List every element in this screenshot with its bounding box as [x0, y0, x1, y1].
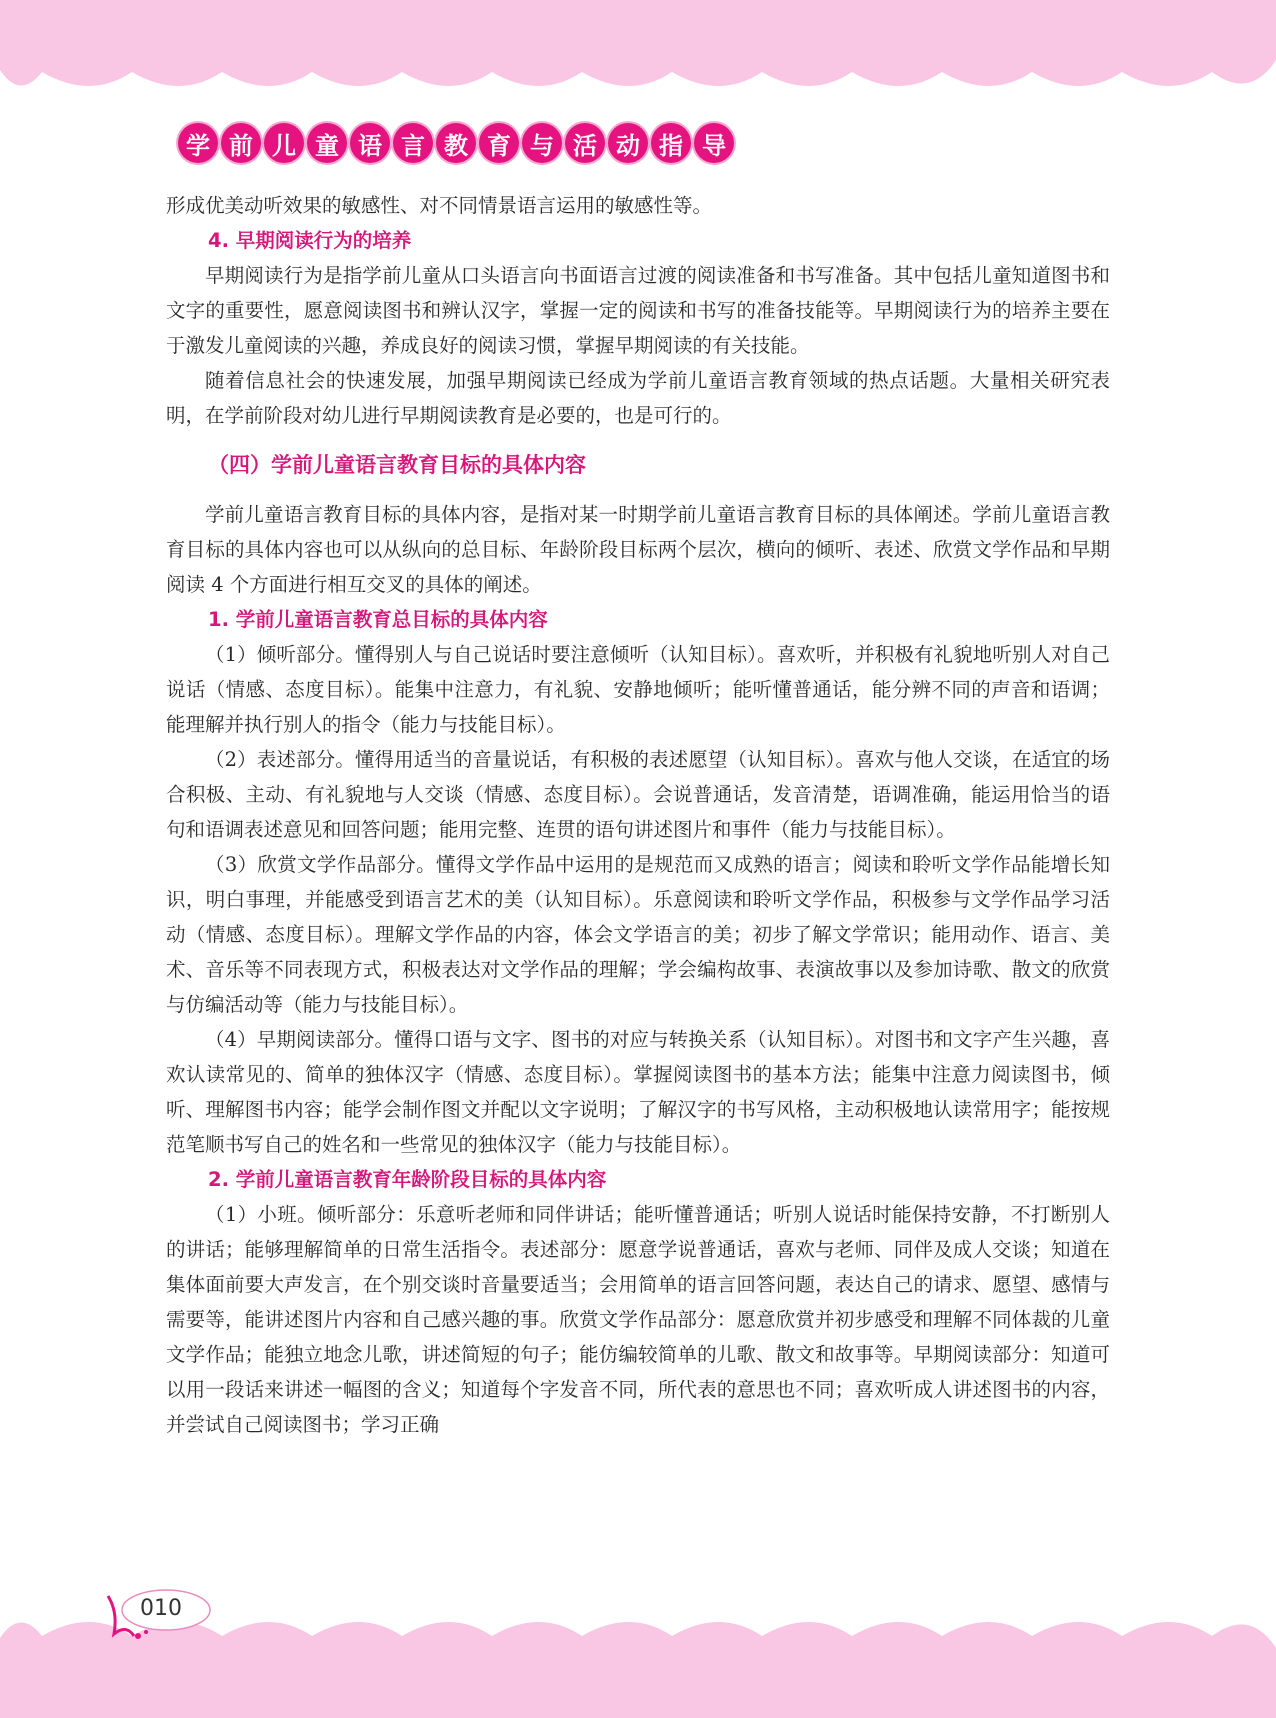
header-title-char: 指 [651, 123, 691, 163]
subsection-heading-2: 2. 学前儿童语言教育年龄阶段目标的具体内容 [208, 1168, 607, 1191]
top-scallop-border [0, 0, 1276, 100]
subsection-heading-4: 4. 早期阅读行为的培养 [208, 229, 412, 252]
paragraph: （1）小班。倾听部分：乐意听老师和同伴讲话；能听懂普通话；听别人说话时能保持安静，不打断别人的讲话；能够理解简单的日常生活指令。表述部分：愿意学说普通话，喜欢与老师、同伴及成人交谈；知道在集体面前要大声发言，在个别交谈时音量要适当；会用简单的语言回答问题，表达自己的请求、愿望、感情与需要等，能讲述图片内容和自己感兴趣的事。欣赏文学作品部分：愿意欣赏并初步感受和理解不同体裁的儿童文学作品；能独立地念儿歌，讲述简短的句子；能仿编较简单的儿歌、散文和故事等。早期阅读部分：知道可以用一段话来讲述一幅图的含义；知道每个字发音不同，所代表的意思也不同；喜欢听成人讲述图书的内容，并尝试自己阅读图书；学习正确 [166, 1203, 1110, 1436]
header-title-char: 导 [694, 123, 734, 163]
book-series-title [178, 123, 734, 163]
section-heading: （四）学前儿童语言教育目标的具体内容 [208, 453, 586, 477]
header-title-char: 活 [565, 123, 605, 163]
header-title-char: 童 [307, 123, 347, 163]
paragraph: （4）早期阅读部分。懂得口语与文字、图书的对应与转换关系（认知目标）。对图书和文字产生兴趣，喜欢认读常见的、简单的独体汉字（情感、态度目标）。掌握阅读图书的基本方法；能集中注意力阅读图书，倾听、理解图书内容；能学会制作图文并配以文字说明；了解汉字的书写风格，主动积极地认读常用字；能按规范笔顺书写自己的姓名和一些常见的独体汉字（能力与技能目标）。 [166, 1028, 1110, 1156]
paragraph: （1）倾听部分。懂得别人与自己说话时要注意倾听（认知目标）。喜欢听，并积极有礼貌地听别人对自己说话（情感、态度目标）。能集中注意力，有礼貌、安静地倾听；能听懂普通话，能分辨不同的声音和语调；能理解并执行别人的指令（能力与技能目标）。 [166, 643, 1110, 736]
paragraph: 形成优美动听效果的敏感性、对不同情景语言运用的敏感性等。 [166, 194, 713, 217]
header-title-char: 教 [436, 123, 476, 163]
header-title-char: 儿 [264, 123, 304, 163]
subsection-heading-1: 1. 学前儿童语言教育总目标的具体内容 [208, 608, 548, 631]
page-body [166, 188, 1110, 1442]
header-title-char: 学 [178, 123, 218, 163]
paragraph: 早期阅读行为是指学前儿童从口头语言向书面语言过渡的阅读准备和书写准备。其中包括儿童知道图书和文字的重要性，愿意阅读图书和辨认汉字，掌握一定的阅读和书写的准备技能等。早期阅读行为的培养主要在于激发儿童阅读的兴趣，养成良好的阅读习惯，掌握早期阅读的有关技能。 [166, 264, 1110, 357]
header-title-char: 动 [608, 123, 648, 163]
paragraph: 学前儿童语言教育目标的具体内容，是指对某一时期学前儿童语言教育目标的具体阐述。学前儿童语言教育目标的具体内容也可以从纵向的总目标、年龄阶段目标两个层次，横向的倾听、表述、欣赏文学作品和早期阅读 4 个方面进行相互交叉的具体的阐述。 [166, 503, 1110, 596]
header-title-char: 前 [221, 123, 261, 163]
page-number: 010 [140, 1596, 182, 1621]
paragraph: 随着信息社会的快速发展，加强早期阅读已经成为学前儿童语言教育领域的热点话题。大量相关研究表明，在学前阶段对幼儿进行早期阅读教育是必要的，也是可行的。 [166, 369, 1110, 427]
paragraph: （3）欣赏文学作品部分。懂得文学作品中运用的是规范而又成熟的语言；阅读和聆听文学作品能增长知识，明白事理，并能感受到语言艺术的美（认知目标）。乐意阅读和聆听文学作品，积极参与文学作品学习活动（情感、态度目标）。理解文学作品的内容，体会文学语言的美；初步了解文学常识；能用动作、语言、美术、音乐等不同表现方式，积极表达对文学作品的理解；学会编构故事、表演故事以及参加诗歌、散文的欣赏与仿编活动等（能力与技能目标）。 [166, 853, 1110, 1016]
header-title-char: 育 [479, 123, 519, 163]
header-title-char: 与 [522, 123, 562, 163]
header-title-char: 言 [393, 123, 433, 163]
header-title-char: 语 [350, 123, 390, 163]
paragraph: （2）表述部分。懂得用适当的音量说话，有积极的表述愿望（认知目标）。喜欢与他人交谈，在适宜的场合积极、主动、有礼貌地与人交谈（情感、态度目标）。会说普通话，发音清楚，语调准确，能运用恰当的语句和语调表述意见和回答问题；能用完整、连贯的语句讲述图片和事件（能力与技能目标）。 [166, 748, 1110, 841]
